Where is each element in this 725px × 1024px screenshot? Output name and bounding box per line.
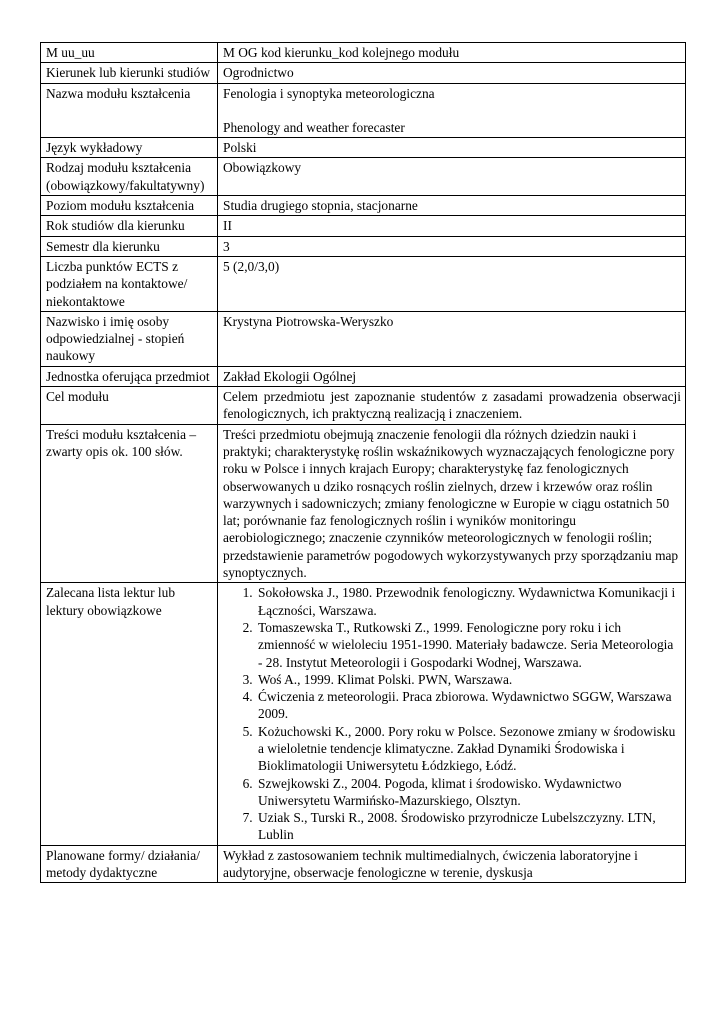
row-label: Zalecana lista lektur lub lektury obowiązkowe	[41, 583, 218, 845]
table-row	[41, 424, 686, 583]
row-value: Studia drugiego stopnia, stacjonarne	[218, 196, 686, 216]
row-label: Semestr dla kierunku	[41, 236, 218, 256]
row-value: Wykład z zastosowaniem technik multimedialnych, ćwiczenia laboratoryjne i audytoryjne, obserwacje fenologiczne w terenie, dyskusja	[218, 845, 686, 883]
reading-item: 7. Uziak S., Turski R., 2008. Środowisko przyrodnicze Lubelszczyzny. LTN, Lublin	[256, 809, 681, 844]
row-value: M OG kod kierunku_kod kolejnego modułu	[218, 43, 686, 63]
table-row	[41, 256, 686, 311]
table-row	[41, 387, 686, 425]
row-label: Jednostka oferująca przedmiot	[41, 366, 218, 386]
row-label: Cel modułu	[41, 387, 218, 425]
row-value: Polski	[218, 138, 686, 158]
row-label: Liczba punktów ECTS z podziałem na kontaktowe/ niekontaktowe	[41, 256, 218, 311]
table-row	[41, 196, 686, 216]
module-name-polish: Fenologia i synoptyka meteorologiczna	[223, 85, 435, 101]
row-value: Treści przedmiotu obejmują znaczenie fenologii dla różnych dziedzin nauki i praktyki; charakterystykę roślin wskaźnikowych wyznaczających fenologiczne pory roku w Polsce i innych krajach Europy; charakterystykę faz fenologicznych obserwowanych u dziko rosnących roślin zielnych, drzew i krzewów oraz roślin warzywnych i sadowniczych; zmiany fenologiczne w Europie w ciągu ostatnich 50 lat; porównanie faz fenologicznych roślin i wyników monitoringu aerobiologicznego; znaczenie czynników meteorologicznych w fenologii roślin; przedstawienie parametrów pogodowych wykorzystywanych przy sporządzaniu map synoptycznych.	[218, 424, 686, 583]
row-value: 3	[218, 236, 686, 256]
row-value: 5 (2,0/3,0)	[218, 256, 686, 311]
reading-item: 3. Woś A., 1999. Klimat Polski. PWN, Warszawa.	[256, 671, 681, 688]
row-label: Język wykładowy	[41, 138, 218, 158]
row-value: Celem przedmiotu jest zapoznanie studentów z zasadami prowadzenia obserwacji fenologicznych, ich praktyczną realizacją i znaczeniem.	[218, 387, 686, 425]
row-label: Treści modułu kształcenia – zwarty opis ok. 100 słów.	[41, 424, 218, 583]
reading-item: 4. Ćwiczenia z meteorologii. Praca zbiorowa. Wydawnictwo SGGW, Warszawa 2009.	[256, 688, 681, 723]
reading-item: 2. Tomaszewska T., Rutkowski Z., 1999. Fenologiczne pory roku i ich zmienność w wieloleciu 1951-1990. Materiały badawcze. Seria Meteorologia - 28. Instytut Meteorologii i Gospodarki Wodnej, Warszawa.	[256, 619, 681, 671]
reading-list-cell	[218, 583, 686, 845]
row-label: Nazwa modułu kształcenia	[41, 83, 218, 138]
row-label: M uu_uu	[41, 43, 218, 63]
row-label: Poziom modułu kształcenia	[41, 196, 218, 216]
table-row	[41, 583, 686, 845]
row-value: II	[218, 216, 686, 236]
table-row	[41, 158, 686, 196]
table-row	[41, 43, 686, 63]
table-row	[41, 138, 686, 158]
table-row	[41, 311, 686, 366]
reading-list	[223, 584, 681, 843]
row-value: Ogrodnictwo	[218, 63, 686, 83]
table-row	[41, 366, 686, 386]
row-value: Krystyna Piotrowska-Weryszko	[218, 311, 686, 366]
module-name-english: Phenology and weather forecaster	[223, 119, 405, 135]
row-label: Rok studiów dla kierunku	[41, 216, 218, 236]
spacer	[223, 102, 681, 119]
row-label: Rodzaj modułu kształcenia (obowiązkowy/fakultatywny)	[41, 158, 218, 196]
row-value: Zakład Ekologii Ogólnej	[218, 366, 686, 386]
table-row	[41, 236, 686, 256]
table-row	[41, 216, 686, 236]
table-row	[41, 845, 686, 883]
row-label: Nazwisko i imię osoby odpowiedzialnej - stopień naukowy	[41, 311, 218, 366]
table-row	[41, 83, 686, 138]
reading-item: 5. Kożuchowski K., 2000. Pory roku w Polsce. Sezonowe zmiany w środowisku a wieloletnie tendencje klimatyczne. Zakład Dynamiki Środowiska i Bioklimatologii Uniwersytetu Łódzkiego, Łódź.	[256, 723, 681, 775]
table-row	[41, 63, 686, 83]
row-value: Obowiązkowy	[218, 158, 686, 196]
reading-item: 6. Szwejkowski Z., 2004. Pogoda, klimat i środowisko. Wydawnictwo Uniwersytetu Warmińsko-Mazurskiego, Olsztyn.	[256, 775, 681, 810]
module-description-table	[40, 42, 686, 883]
row-label: Planowane formy/ działania/ metody dydaktyczne	[41, 845, 218, 883]
reading-item: 1. Sokołowska J., 1980. Przewodnik fenologiczny. Wydawnictwa Komunikacji i Łączności, Warszawa.	[256, 584, 681, 619]
row-label: Kierunek lub kierunki studiów	[41, 63, 218, 83]
row-value	[218, 83, 686, 138]
